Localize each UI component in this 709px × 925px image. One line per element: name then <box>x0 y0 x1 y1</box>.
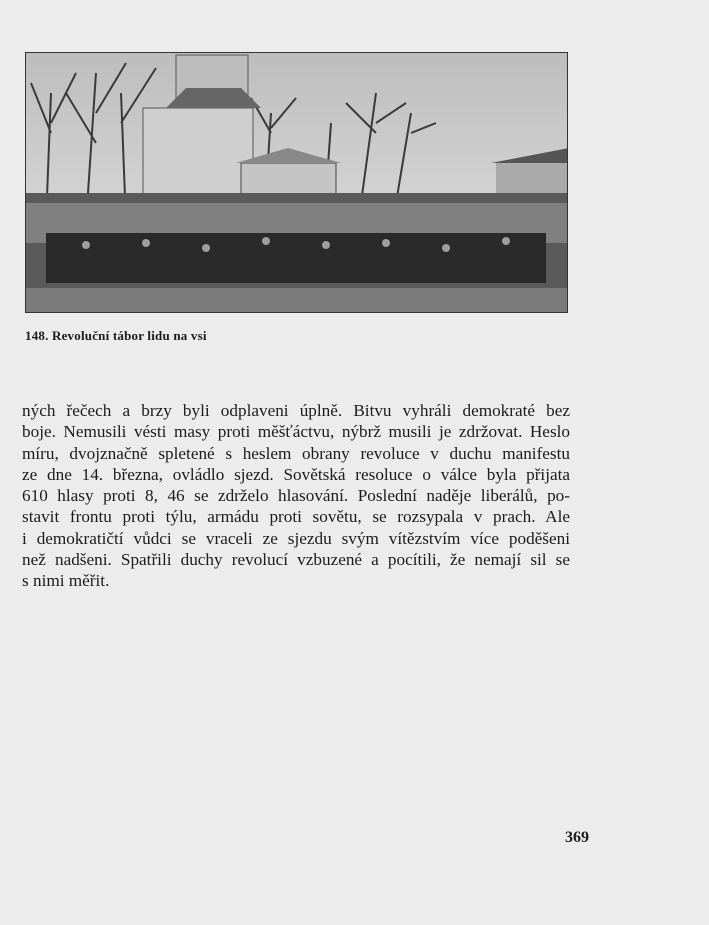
text-line: stavit frontu proti týlu, armádu proti sovětu, se rozsypala v prach. Ale <box>22 507 570 527</box>
text-line: 610 hlasy proti 8, 46 se zdrželo hlasování. Poslední naděje liberálů, po- <box>22 486 570 506</box>
photograph-village-rally <box>25 52 568 313</box>
figure-caption: 148. Revoluční tábor lidu na vsi <box>25 328 207 343</box>
text-line: ných řečech a brzy byli odplaveni úplně. Bitvu vyhráli demokraté bez <box>22 401 570 420</box>
text-line: s nimi měřit. <box>22 571 110 591</box>
body-paragraph <box>22 400 570 592</box>
text-line: míru, dvojznačně spletené s heslem obrany revoluce v duchu manifestu <box>22 443 570 463</box>
text-line: i demokratičtí vůdci se vraceli ze sjezdu svým vítězstvím více poděšeni <box>22 528 570 548</box>
text-line: ze dne 14. března, ovládlo sjezd. Sovětská resoluce o válce byla přijata <box>22 464 570 484</box>
text-line: než nadšeni. Spatřili duchy revolucí vzbuzené a pocítili, že nemají sil se <box>22 550 570 570</box>
page-number: 369 <box>565 829 589 846</box>
photo-image <box>26 53 568 313</box>
text-line: boje. Nemusili vésti masy proti měšťáctvu, nýbrž musili je zdržovat. Heslo <box>22 422 570 442</box>
